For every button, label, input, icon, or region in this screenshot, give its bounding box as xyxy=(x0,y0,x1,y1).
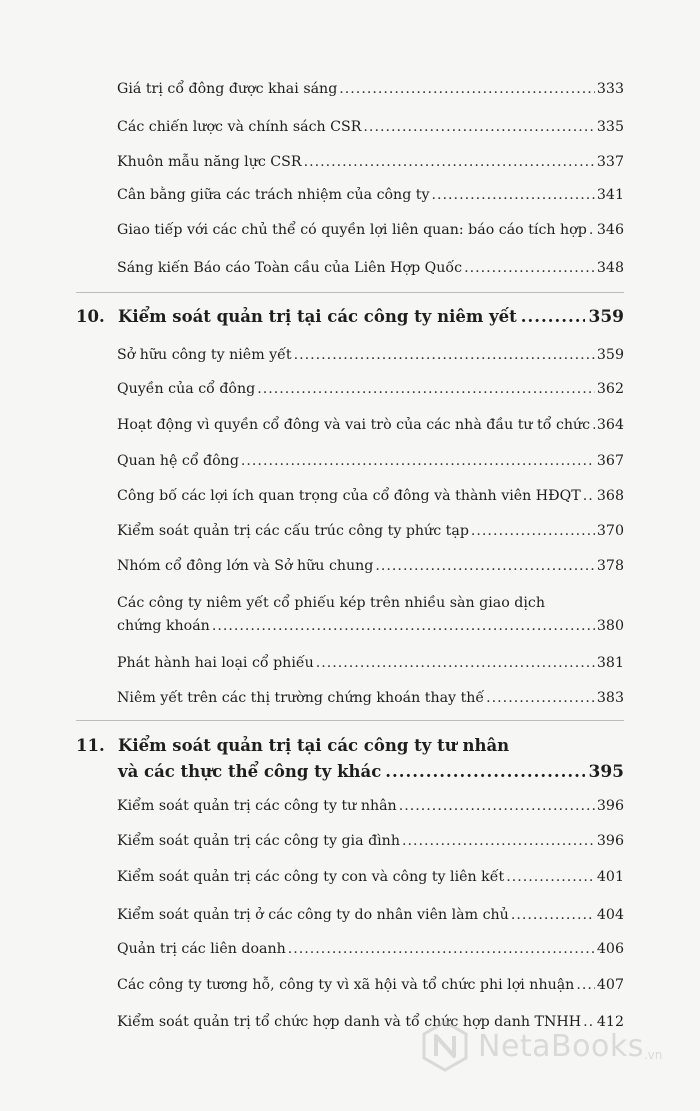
chapter-title: Kiểm soát quản trị tại các công ty niêm yết xyxy=(118,307,517,326)
entry-title: Kiểm soát quản trị các công ty gia đình xyxy=(117,833,400,849)
entry-page: 396 xyxy=(596,833,624,849)
entry-page: 380 xyxy=(596,618,624,634)
entry-title: Nhóm cổ đông lớn và Sở hữu chung xyxy=(117,558,374,574)
entry-title: Sở hữu công ty niêm yết xyxy=(117,347,292,363)
leader-dots xyxy=(363,118,594,136)
leader-dots xyxy=(471,522,595,540)
entry-page: 341 xyxy=(596,187,624,203)
toc-entry xyxy=(117,221,624,239)
leader-dots xyxy=(339,80,595,98)
chapter-title-line2: và các thực thể công ty khác xyxy=(118,762,382,781)
entry-title: Giao tiếp với các chủ thể có quyền lợi liên quan: báo cáo tích hợp xyxy=(117,222,587,238)
leader-dots xyxy=(304,153,595,171)
entry-title: Niêm yết trên các thị trường chứng khoán thay thế xyxy=(117,690,485,706)
entry-page: 401 xyxy=(596,869,624,885)
entry-title: Hoạt động vì quyền cổ đông và vai trò của các nhà đầu tư tổ chức xyxy=(117,417,591,433)
chapter-heading-11-line2 xyxy=(76,762,624,782)
netabooks-logo-icon xyxy=(418,1019,472,1073)
entry-title: Các công ty tương hỗ, công ty vì xã hội và tổ chức phi lợi nhuận xyxy=(117,977,575,993)
entry-page: 333 xyxy=(596,81,624,97)
entry-page: 348 xyxy=(596,260,624,276)
toc-entry xyxy=(117,153,624,171)
leader-dots xyxy=(399,797,595,815)
leader-dots xyxy=(464,259,595,277)
entry-page: 359 xyxy=(596,347,624,363)
entry-page: 396 xyxy=(596,798,624,814)
entry-title: Kiểm soát quản trị các cấu trúc công ty phức tạp xyxy=(117,523,469,539)
leader-dots xyxy=(592,416,595,434)
entry-page: 378 xyxy=(596,558,624,574)
leader-dots xyxy=(316,654,595,672)
leader-dots xyxy=(576,976,595,994)
toc-entry xyxy=(117,487,624,505)
toc-entry xyxy=(117,452,624,470)
toc-entry xyxy=(117,940,624,958)
toc-entry xyxy=(117,80,624,98)
entry-title: Quyền của cổ đông xyxy=(117,381,256,397)
entry-title: Quản trị các liên doanh xyxy=(117,941,286,957)
entry-page: 412 xyxy=(596,1014,624,1030)
leader-dots xyxy=(589,221,595,239)
leader-dots xyxy=(506,868,595,886)
toc-entry-title-line2 xyxy=(117,617,624,635)
entry-page: 407 xyxy=(596,977,624,993)
toc-entry xyxy=(117,380,624,398)
entry-page: 337 xyxy=(596,154,624,170)
leader-dots xyxy=(385,762,584,781)
leader-dots xyxy=(583,487,595,505)
toc-entry xyxy=(117,118,624,136)
toc-entry xyxy=(117,906,624,924)
entry-page: 370 xyxy=(596,523,624,539)
entry-title: Khuôn mẫu năng lực CSR xyxy=(117,154,302,170)
watermark-brand: NetaBooks xyxy=(478,1028,644,1064)
toc-entry xyxy=(117,976,624,994)
entry-title: Kiểm soát quản trị tổ chức hợp danh và tổ chức hợp danh TNHH xyxy=(117,1014,582,1030)
toc-entry xyxy=(117,654,624,672)
entry-page: 364 xyxy=(596,417,624,433)
entry-title: Các công ty niêm yết cổ phiếu kép trên nhiều sàn giao dịch xyxy=(117,595,545,611)
netabooks-watermark xyxy=(418,1016,662,1076)
entry-title: Sáng kiến Báo cáo Toàn cầu của Liên Hợp Quốc xyxy=(117,260,463,276)
section-divider xyxy=(76,720,624,721)
entry-title: Kiểm soát quản trị các công ty con và công ty liên kết xyxy=(117,869,505,885)
entry-title: Phát hành hai loại cổ phiếu xyxy=(117,655,314,671)
toc-entry xyxy=(117,186,624,204)
entry-title: Cân bằng giữa các trách nhiệm của công ty xyxy=(117,187,430,203)
entry-page: 346 xyxy=(596,222,624,238)
entry-page: 335 xyxy=(596,119,624,135)
toc-entry xyxy=(117,868,624,886)
entry-page: 404 xyxy=(596,907,624,923)
entry-page: 367 xyxy=(596,453,624,469)
chapter-number: 10. xyxy=(76,307,105,326)
entry-title: Kiểm soát quản trị ở các công ty do nhân viên làm chủ xyxy=(117,907,509,923)
toc-entry xyxy=(117,797,624,815)
chapter-page: 359 xyxy=(588,307,624,327)
leader-dots xyxy=(375,557,595,575)
leader-dots xyxy=(432,186,595,204)
entry-page: 362 xyxy=(596,381,624,397)
entry-page: 383 xyxy=(596,690,624,706)
entry-title: Các chiến lược và chính sách CSR xyxy=(117,119,362,135)
entry-title: Giá trị cổ đông được khai sáng xyxy=(117,81,338,97)
chapter-heading-10 xyxy=(76,307,624,327)
entry-title: Quan hệ cổ đông xyxy=(117,453,239,469)
toc-entry xyxy=(117,522,624,540)
toc-entry xyxy=(117,689,624,707)
entry-title: Công bố các lợi ích quan trọng của cổ đông và thành viên HĐQT xyxy=(117,488,581,504)
toc-entry xyxy=(117,832,624,850)
leader-dots xyxy=(402,832,595,850)
toc-entry-title-line1 xyxy=(117,594,624,612)
chapter-number: 11. xyxy=(76,736,105,755)
chapter-title-line1: Kiểm soát quản trị tại các công ty tư nhân xyxy=(118,736,510,755)
toc-entry xyxy=(117,346,624,364)
toc-entry xyxy=(117,259,624,277)
toc-entry xyxy=(117,557,624,575)
watermark-suffix: .vn xyxy=(643,1048,663,1062)
entry-page: 368 xyxy=(596,488,624,504)
leader-dots xyxy=(294,346,595,364)
leader-dots xyxy=(241,452,595,470)
entry-title: Kiểm soát quản trị các công ty tư nhân xyxy=(117,798,397,814)
leader-dots xyxy=(257,380,595,398)
toc-entry xyxy=(117,416,624,434)
leader-dots xyxy=(212,617,595,635)
chapter-page: 395 xyxy=(588,762,624,782)
leader-dots xyxy=(511,906,595,924)
entry-page: 406 xyxy=(596,941,624,957)
leader-dots xyxy=(288,940,595,958)
entry-page: 381 xyxy=(596,655,624,671)
leader-dots xyxy=(486,689,595,707)
leader-dots xyxy=(521,307,585,326)
chapter-heading-11 xyxy=(76,736,624,755)
entry-title-continued: chứng khoán xyxy=(117,618,210,634)
section-divider xyxy=(76,292,624,293)
